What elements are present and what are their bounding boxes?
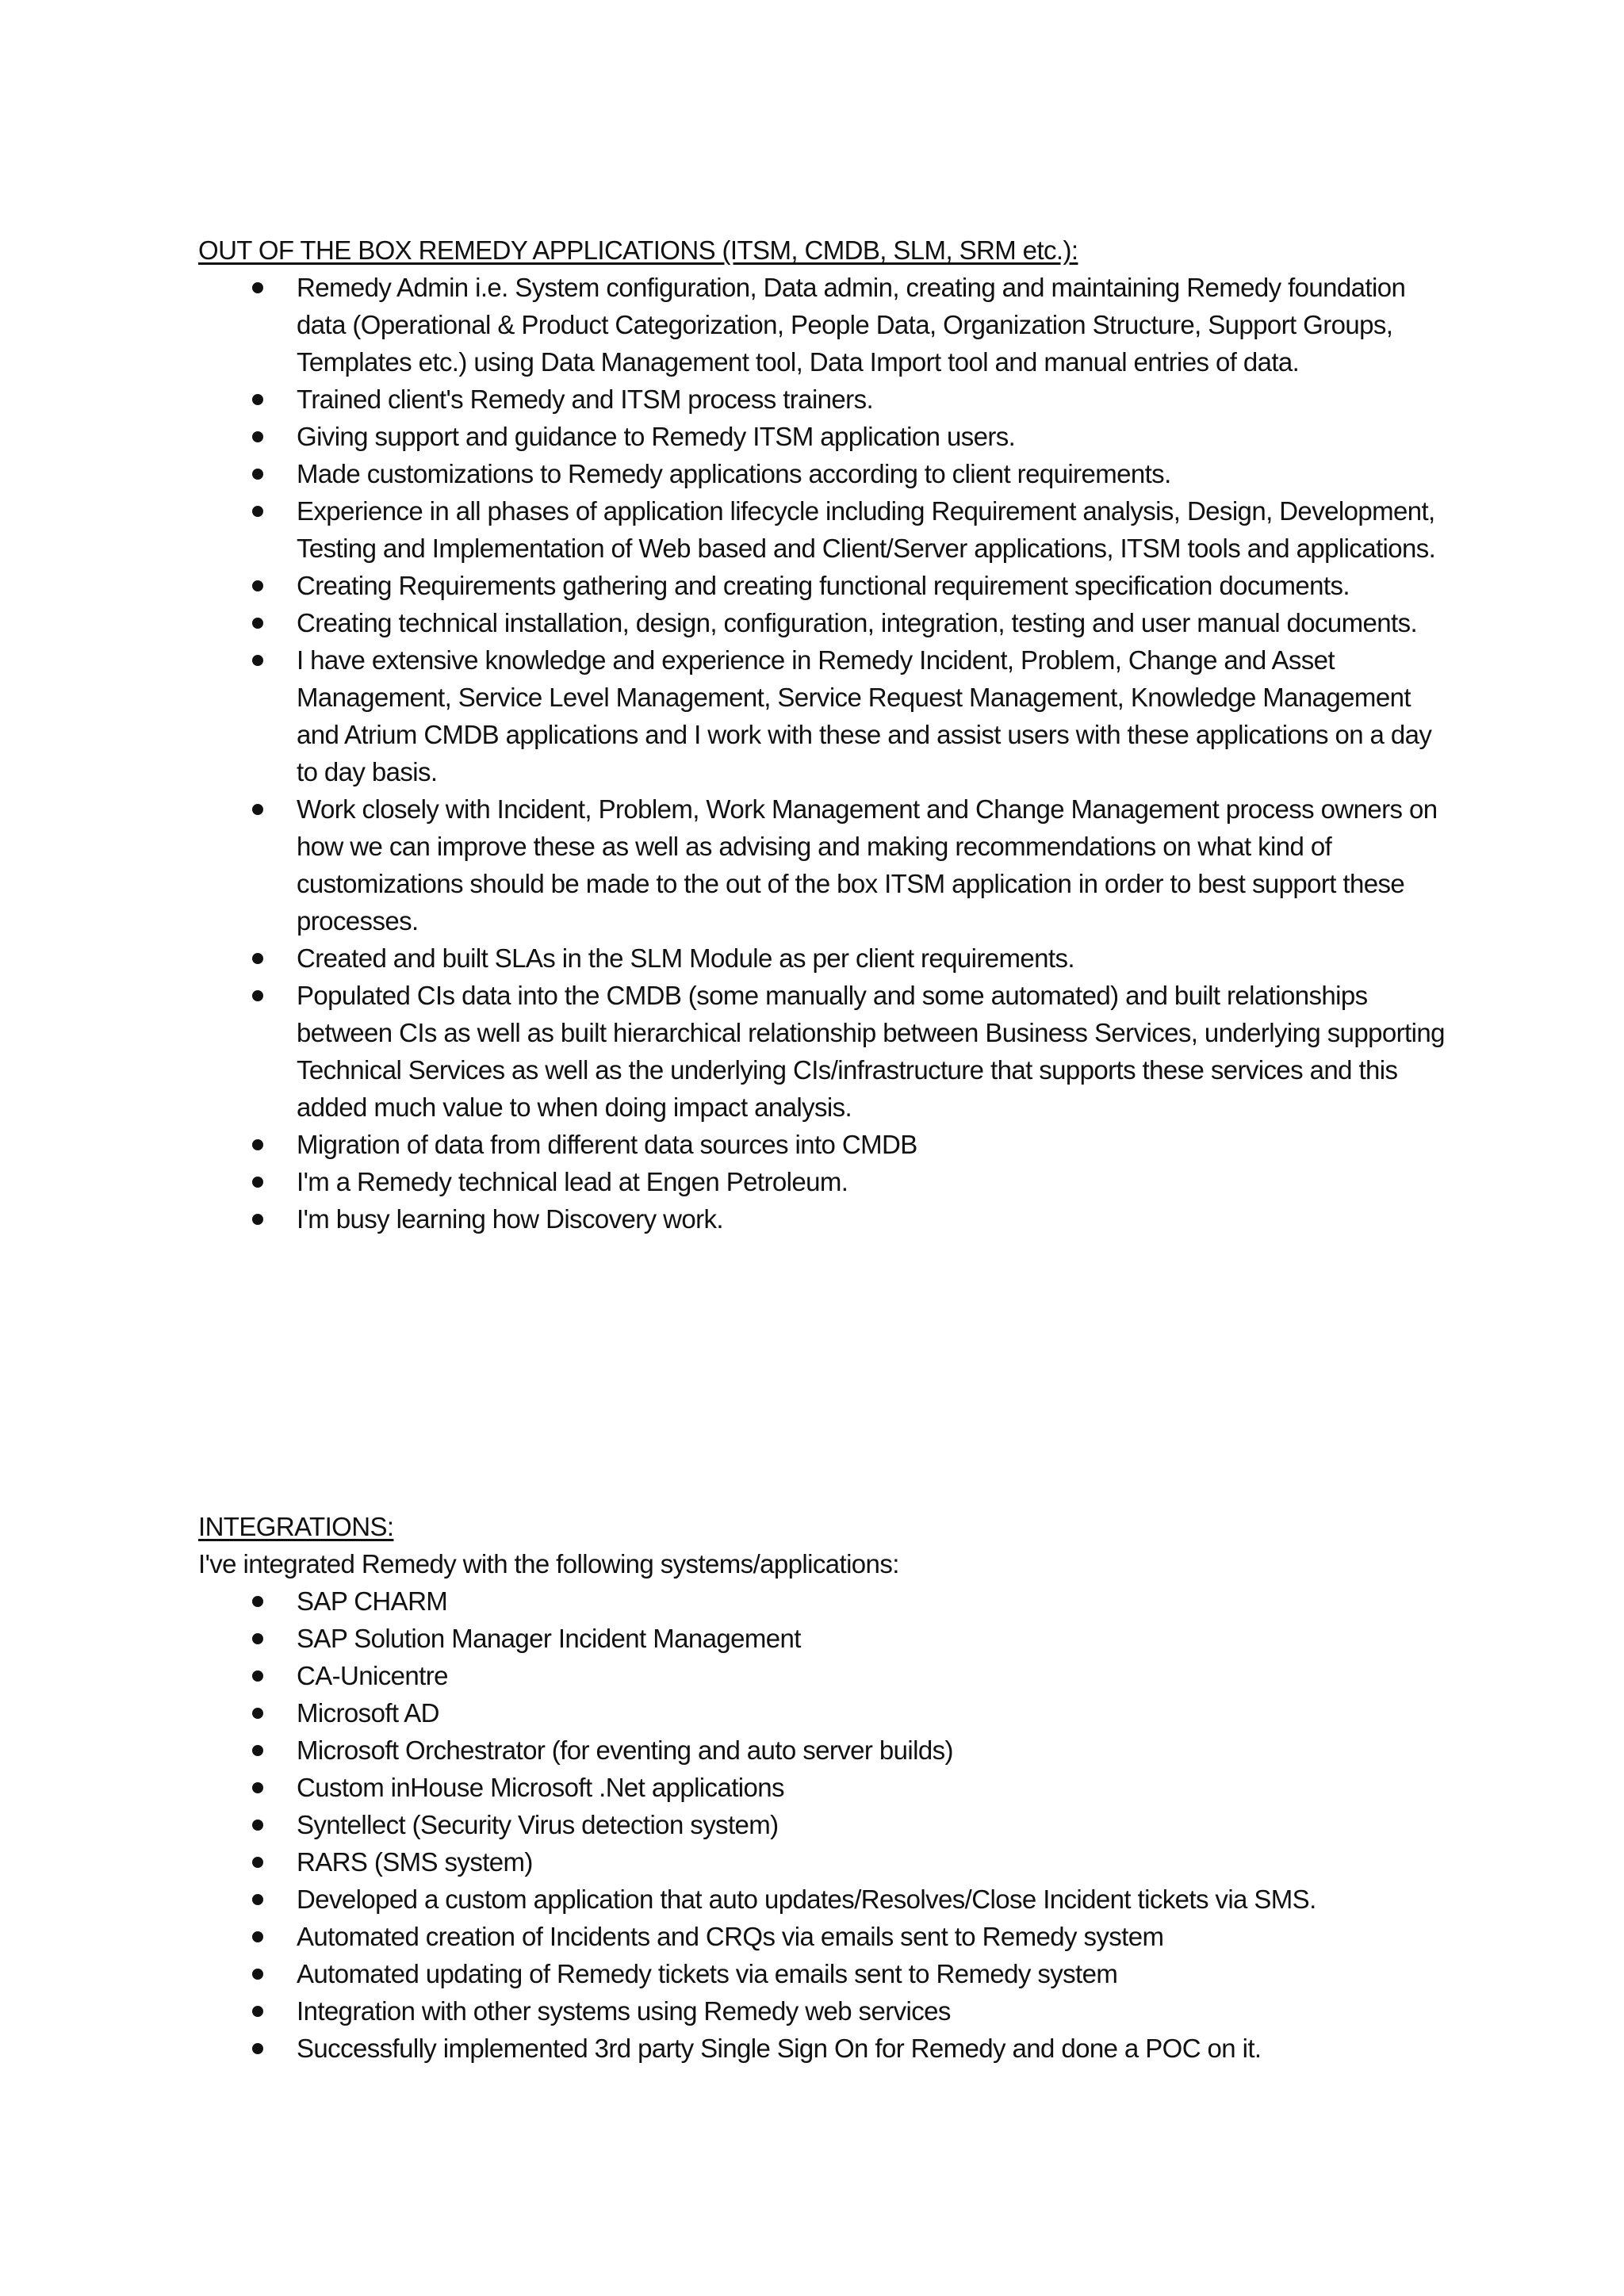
- bullet-icon: [252, 804, 263, 815]
- bullet-icon: [252, 1214, 263, 1225]
- list-item-text: I'm a Remedy technical lead at Engen Petroleum.: [297, 1167, 848, 1196]
- list-item: [198, 381, 1451, 418]
- ootb-section: [198, 232, 1451, 1238]
- bullet-icon: [252, 394, 263, 405]
- list-item-text: Integration with other systems using Remedy web services: [297, 1996, 951, 2026]
- list-item-text: I'm busy learning how Discovery work.: [297, 1204, 723, 1234]
- list-item: [198, 1732, 1510, 1769]
- list-item: [198, 2030, 1510, 2067]
- list-item-text: Automated creation of Incidents and CRQs via emails sent to Remedy system: [297, 1922, 1164, 1951]
- integrations-section: [198, 1508, 1451, 2067]
- bullet-icon: [252, 506, 263, 517]
- list-item-text: Automated updating of Remedy tickets via emails sent to Remedy system: [297, 1959, 1118, 1988]
- bullet-icon: [252, 282, 263, 293]
- bullet-icon: [252, 1745, 263, 1756]
- list-item-text: Syntellect (Security Virus detection system): [297, 1810, 779, 1839]
- bullet-icon: [252, 1708, 263, 1719]
- bullet-icon: [252, 1857, 263, 1868]
- list-item: [198, 269, 1451, 381]
- list-item-text: Microsoft AD: [297, 1698, 439, 1728]
- integrations-heading: INTEGRATIONS:: [198, 1512, 394, 1541]
- bullet-icon: [252, 1596, 263, 1607]
- list-item-text: Work closely with Incident, Problem, Work Management and Change Management process owners on how we can improve these as well as advising and making recommendations on what kind of customizations should be made to the out of the box ITSM application in order to best support these processes.: [297, 794, 1438, 936]
- bullet-icon: [252, 2043, 263, 2054]
- list-item-text: Created and built SLAs in the SLM Module as per client requirements.: [297, 943, 1074, 973]
- bullet-icon: [252, 618, 263, 629]
- list-item-text: Developed a custom application that auto updates/Resolves/Close Incident tickets via SMS.: [297, 1885, 1316, 1914]
- list-item: [198, 1126, 1451, 1163]
- list-item-text: Creating Requirements gathering and creating functional requirement specification documents.: [297, 571, 1350, 600]
- list-item: [198, 1582, 1510, 1620]
- list-item: [198, 641, 1451, 790]
- list-item: [198, 1992, 1510, 2030]
- list-item: [198, 1843, 1510, 1881]
- list-item-text: Successfully implemented 3rd party Single Sign On for Remedy and done a POC on it.: [297, 2034, 1262, 2063]
- list-item: [198, 1955, 1510, 1992]
- bullet-icon: [252, 1894, 263, 1905]
- integrations-intro: I've integrated Remedy with the following systems/applications:: [198, 1549, 899, 1578]
- list-item: [198, 1657, 1510, 1694]
- bullet-icon: [252, 1782, 263, 1793]
- list-item: [198, 1769, 1510, 1806]
- bullet-icon: [252, 1633, 263, 1644]
- bullet-icon: [252, 953, 263, 964]
- list-item: [198, 1881, 1510, 1918]
- list-item: [198, 1918, 1510, 1955]
- ootb-list: [198, 269, 1451, 1238]
- integrations-list: [198, 1582, 1451, 2067]
- list-item: [198, 790, 1451, 939]
- list-item-text: Giving support and guidance to Remedy ITSM application users.: [297, 422, 1016, 451]
- list-item: [198, 939, 1451, 977]
- list-item: [198, 604, 1451, 641]
- list-item-text: SAP Solution Manager Incident Management: [297, 1624, 801, 1653]
- list-item: [198, 1620, 1510, 1657]
- list-item: [198, 455, 1451, 492]
- list-item-text: Populated CIs data into the CMDB (some manually and some automated) and built relationships between CIs as well as built hierarchical relationship between Business Services, underlying supporting Technical Services as well as the underlying CIs/infrastructure that supports these services and this added much value to when doing impact analysis.: [297, 981, 1445, 1122]
- bullet-icon: [252, 1139, 263, 1150]
- bullet-icon: [252, 655, 263, 666]
- list-item-text: Made customizations to Remedy applications according to client requirements.: [297, 459, 1171, 488]
- list-item: [198, 977, 1451, 1126]
- list-item-text: Migration of data from different data sources into CMDB: [297, 1130, 917, 1159]
- bullet-icon: [252, 1969, 263, 1980]
- list-item-text: RARS (SMS system): [297, 1847, 533, 1877]
- list-item: [198, 492, 1451, 567]
- bullet-icon: [252, 1670, 263, 1682]
- list-item-text: Experience in all phases of application lifecycle including Requirement analysis, Design, Development, Testing and Implementation of Web based and Client/Server applications, ITSM tools and applications.: [297, 496, 1436, 563]
- list-item: [198, 1200, 1451, 1238]
- bullet-icon: [252, 580, 263, 591]
- ootb-heading: OUT OF THE BOX REMEDY APPLICATIONS (ITSM, CMDB, SLM, SRM etc.):: [198, 235, 1078, 265]
- list-item-text: SAP CHARM: [297, 1586, 448, 1616]
- bullet-icon: [252, 1820, 263, 1831]
- bullet-icon: [252, 2006, 263, 2017]
- bullet-icon: [252, 431, 263, 442]
- bullet-icon: [252, 1931, 263, 1942]
- list-item: [198, 567, 1451, 604]
- list-item-text: Remedy Admin i.e. System configuration, Data admin, creating and maintaining Remedy foundation data (Operational & Product Categorization, People Data, Organization Structure, Support Groups, Templates etc.) using Data Management tool, Data Import tool and manual entries of data.: [297, 273, 1406, 377]
- list-item: [198, 418, 1451, 455]
- list-item: [198, 1694, 1510, 1732]
- list-item: [198, 1806, 1510, 1843]
- list-item-text: CA-Unicentre: [297, 1661, 448, 1690]
- list-item: [198, 1163, 1451, 1200]
- list-item-text: Custom inHouse Microsoft .Net applications: [297, 1773, 784, 1802]
- list-item-text: I have extensive knowledge and experience in Remedy Incident, Problem, Change and Asset Management, Service Level Management, Service Request Management, Knowledge Management and Atrium CMDB applications and I work with these and assist users with these applications on a day to day basis.: [297, 645, 1432, 786]
- list-item-text: Microsoft Orchestrator (for eventing and auto server builds): [297, 1735, 953, 1765]
- bullet-icon: [252, 469, 263, 480]
- bullet-icon: [252, 1177, 263, 1188]
- list-item-text: Trained client's Remedy and ITSM process trainers.: [297, 385, 874, 414]
- list-item-text: Creating technical installation, design, configuration, integration, testing and user manual documents.: [297, 608, 1418, 637]
- bullet-icon: [252, 990, 263, 1001]
